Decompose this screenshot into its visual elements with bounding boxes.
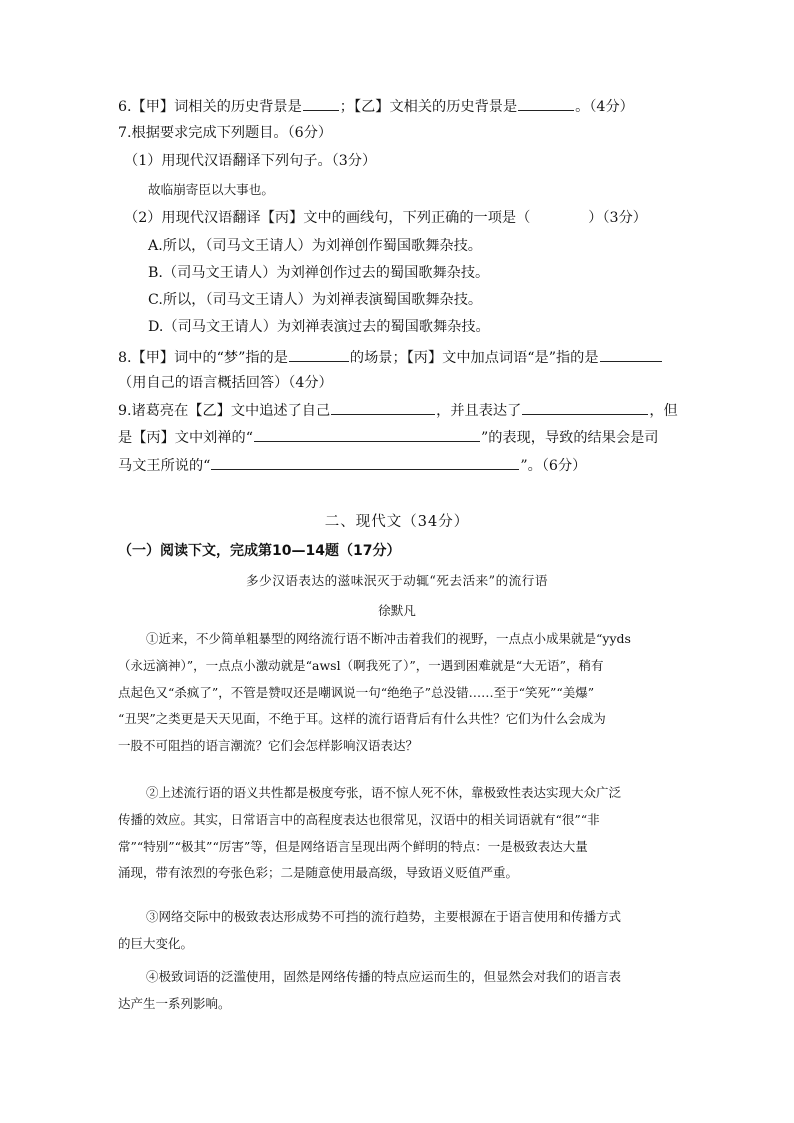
- article-author: 徐默凡: [378, 603, 416, 618]
- paragraph-4: [118, 964, 674, 1018]
- answer-blank[interactable]: [303, 96, 339, 111]
- question-7-sub2: （2）用现代汉语翻译【丙】文中的画线句，下列正确的一项是（ ）（3分）: [124, 210, 647, 226]
- paragraph-line: 涌现，带有浓烈的夸张色彩；二是随意使用最高级，导致语义贬值严重。: [118, 865, 519, 881]
- paragraph-line: 达产生一系列影响。: [118, 995, 231, 1011]
- answer-blank[interactable]: [518, 96, 574, 111]
- article-title: 多少汉语表达的滋味泯灭于动辄“死去活来”的流行语: [246, 573, 548, 588]
- question-7-sub1: （1）用现代汉语翻译下列句子。（3分）: [124, 153, 377, 169]
- paragraph-2: [118, 780, 674, 887]
- answer-blank[interactable]: [254, 427, 480, 442]
- section-title: 二、现代文（34分）: [324, 514, 470, 530]
- paragraph-line: 的巨大变化。: [118, 935, 194, 951]
- question-9-line2: 是【丙】文中刘禅的“ ”的表现，导致的结果会是司: [118, 427, 658, 447]
- answer-blank[interactable]: [211, 455, 519, 470]
- section-subtitle: （一）阅读下文，完成第10—14题（17分）: [118, 543, 401, 559]
- paragraph-3: [118, 904, 674, 958]
- paragraph-line: “丑哭”之类更是天天见面，不绝于耳。这样的流行语背后有什么共性？它们为什么会成为: [118, 711, 606, 727]
- question-9-line3: 马文王所说的“ ”。（6分）: [118, 455, 586, 475]
- question-8: 8.【甲】词中的“梦”指的是 的场景；【丙】文中加点词语“是”指的是: [118, 347, 663, 367]
- paragraph-1: [118, 626, 674, 760]
- paragraph-line: 常”“特别”“极其”“厉害”等，但是网络语言呈现出两个鲜明的特点：一是极致表达大量: [118, 838, 588, 854]
- paragraph-line: ④极致词语的泛滥使用，固然是网络传播的特点应运而生的，但显然会对我们的语言表: [146, 969, 622, 984]
- paragraph-line: 点起色又“杀疯了”，不管是赞叹还是嘲讽说一句“绝绝子”总没错……至于“笑死”“美爆”: [118, 684, 595, 700]
- question-8-line2: （用自己的语言概括回答）（4分）: [118, 375, 333, 391]
- option-c: C.所以，（司马文王请人）为刘禅表演蜀国歌舞杂技。: [148, 292, 483, 308]
- question-9: 9.诸葛亮在【乙】文中追述了自己 ，并且表达了 ，但: [118, 400, 678, 420]
- answer-blank[interactable]: [522, 400, 648, 415]
- question-7-sentence: 故临崩寄臣以大事也。: [148, 182, 274, 197]
- question-7-title: 7.根据要求完成下列题目。（6分）: [118, 125, 333, 141]
- question-6: 6.【甲】词相关的历史背景是 ；【乙】文相关的历史背景是 。（4分）: [118, 96, 634, 116]
- answer-blank[interactable]: [600, 347, 662, 362]
- answer-blank[interactable]: [289, 347, 349, 362]
- paragraph-line: ②上述流行语的语义共性都是极度夸张，语不惊人死不休，靠极致性表达实现大众广泛: [146, 785, 622, 800]
- paragraph-line: ③网络交际中的极致表达形成势不可挡的流行趋势，主要根源在于语言使用和传播方式: [146, 909, 622, 924]
- paragraph-line: 一股不可阻挡的语言潮流？它们会怎样影响汉语表达？: [118, 738, 419, 754]
- paragraph-line: 传播的效应。其实，日常语言中的高程度表达也很常见，汉语中的相关词语就有“很”“非: [118, 811, 600, 827]
- option-a: A.所以，（司马文王请人）为刘禅创作蜀国歌舞杂技。: [148, 238, 482, 254]
- option-b: B.（司马文王请人）为刘禅创作过去的蜀国歌舞杂技。: [148, 265, 490, 281]
- answer-blank[interactable]: [331, 400, 435, 415]
- paragraph-line: ①近来，不少简单粗暴型的网络流行语不断冲击着我们的视野，一点点小成果就是“yyds: [146, 631, 631, 646]
- option-d: D.（司马文王请人）为刘禅表演过去的蜀国歌舞杂技。: [148, 319, 490, 335]
- paragraph-line: （永远滴神）”，一点点小激动就是“awsl（啊我死了）”，一遇到困难就是“大无语”，稍有: [118, 657, 604, 673]
